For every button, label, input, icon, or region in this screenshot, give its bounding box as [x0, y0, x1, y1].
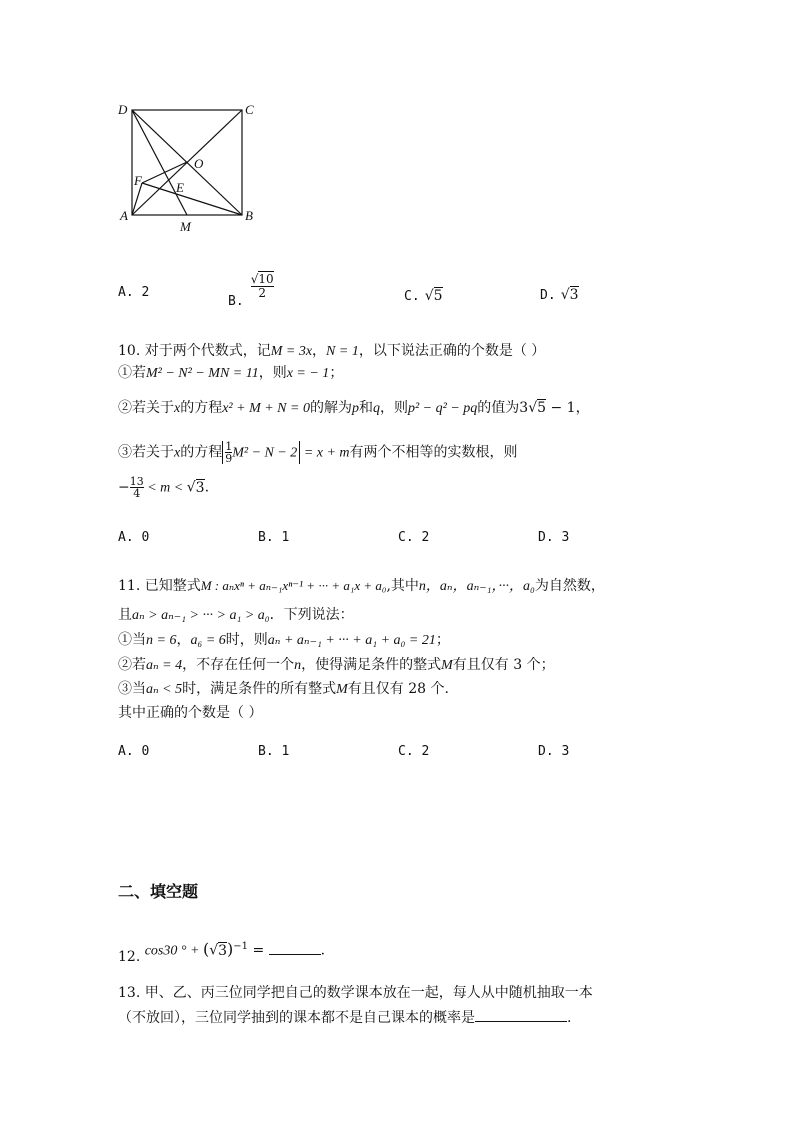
label-a: A: [120, 208, 128, 223]
segment-fb: [142, 183, 242, 215]
q10-statement-1: ①若M² − N² − MN = 11，则x = − 1；: [118, 365, 344, 381]
q10-option-b: B. 1: [258, 530, 290, 545]
q11-stem-line-2: 且aₙ > aₙ₋₁ > ··· > a₁ > a₀．下列说法：: [118, 607, 354, 623]
label-c: C: [245, 102, 254, 117]
q11-statement-2: ②若aₙ = 4，不存在任何一个n，使得满足条件的整式M有且仅有 3 个；: [118, 657, 555, 673]
q11-option-d: D. 3: [538, 744, 570, 759]
q13-answer-blank[interactable]: [475, 1007, 567, 1022]
q11-option-b: B. 1: [258, 744, 290, 759]
label-b: B: [245, 208, 253, 223]
geometry-figure: [112, 98, 262, 238]
q13-line-2: （不放回），三位同学抽到的课本都不是自己课本的概率是 .: [118, 1007, 571, 1028]
q11-stem: 11. 已知整式M : aₙxⁿ + aₙ₋₁xⁿ⁻¹ + ··· + a₁x + a₀,其中n，aₙ，aₙ₋₁，···，a₀为自然数，: [118, 578, 605, 594]
q10-option-a: A. 0: [118, 530, 150, 545]
q10-option-c: C. 2: [398, 530, 430, 545]
q9-option-b: $_{B.}$ $\frac{√10}{2}$: [228, 272, 274, 309]
q11-statement-1: ①当n = 6，a₆ = 6时，则aₙ + aₙ₋₁ + ··· + a₁ + a₀ = 21；: [118, 632, 450, 648]
q13-line-1: 13. 甲、乙、丙三位同学把自己的数学课本放在一起，每人从中随机抽取一本: [118, 985, 593, 1001]
q9-option-c: C. √5: [404, 288, 443, 304]
q11-question: 其中正确的个数是（ ）: [118, 705, 263, 721]
q10-statement-2: ②若关于x的方程x² + M + N = 0的解为p和q，则p² − q² − pq的值为3√5 − 1，: [118, 400, 590, 416]
q12-answer-blank[interactable]: [269, 940, 321, 955]
q9-option-d: D. √3: [540, 287, 579, 303]
q11-statement-3: ③当aₙ < 5时，满足条件的所有整式M有且仅有 28 个.: [118, 681, 449, 697]
q12: 12. cos30 ° + $(√3)^{-1}$ = .: [118, 939, 326, 965]
label-m: M: [180, 219, 191, 234]
q11-option-c: C. 2: [398, 744, 430, 759]
label-o: O: [194, 156, 204, 171]
label-e: E: [176, 180, 184, 195]
q10-statement-3: ③若关于x的方程 $\frac{1}{9}$ M² − N − 2 = x + m有两个不相等的实数根，则: [118, 440, 518, 465]
section-title: 二、填空题: [118, 882, 199, 901]
q10-stem: 10. 对于两个代数式，记M = 3x，N = 1，以下说法正确的个数是（ ）: [118, 343, 546, 359]
label-f: F: [134, 173, 142, 188]
q11-option-a: A. 0: [118, 744, 150, 759]
label-d: D: [118, 102, 128, 117]
q10-statement-3-range: − $\frac{13}{4}$ < m < √3.: [118, 475, 210, 500]
q9-option-a: A. 2: [118, 285, 150, 300]
segment-dm: [132, 110, 187, 215]
q10-option-d: D. 3: [538, 530, 570, 545]
